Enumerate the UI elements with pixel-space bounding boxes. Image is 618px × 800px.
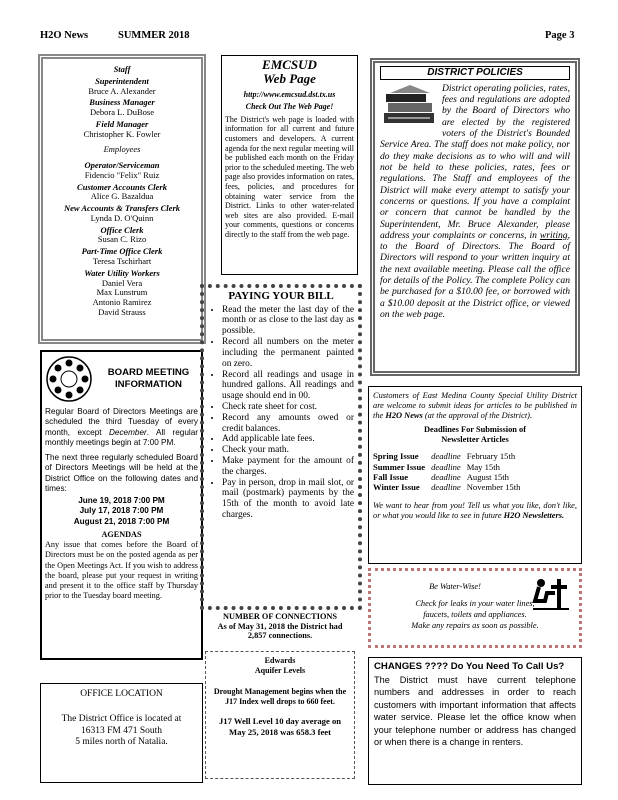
pay-step: • Read the meter the last day of the month or as close to the last day as possible. <box>222 305 354 337</box>
web-title: Web Page <box>263 71 316 87</box>
water-wise-panel <box>368 568 582 648</box>
web-page-panel <box>221 55 358 275</box>
connections-line: As of May 31, 2018 the District had <box>217 621 343 631</box>
staff-role: Field Manager <box>95 118 149 129</box>
changes-panel <box>368 657 582 785</box>
staff-name: Fidencio "Felix" Ruiz <box>84 169 160 180</box>
table-row: Spring Issue deadline February 15th <box>373 451 516 462</box>
table-row: Summer Issue deadline May 15th <box>373 461 500 472</box>
web-title: EMCSUD <box>262 57 317 72</box>
pay-step: • Check your math. <box>222 445 354 456</box>
staff-role: Water Utility Workers <box>84 267 160 278</box>
staff-role: Part-Time Office Clerk <box>81 246 163 257</box>
staff-name: David Strauss <box>98 306 146 317</box>
pay-step: • Check rate sheet for cost. <box>222 402 354 413</box>
water-line: Check for leaks in your water lines, <box>415 598 535 608</box>
meeting-table-icon <box>45 355 93 403</box>
office-line: The District Office is located at <box>61 714 182 725</box>
pay-step: • Add applicable late fees. <box>222 434 354 445</box>
deadlines-title: Deadlines For Submission of <box>424 425 526 435</box>
aquifer-panel <box>205 651 355 779</box>
staff-name: Bruce A. Alexander <box>88 85 156 96</box>
pay-title: PAYING YOUR BILL <box>228 290 334 302</box>
deadlines-table <box>373 451 526 492</box>
office-line: 5 miles north of Natalia. <box>75 737 168 748</box>
board-title: INFORMATION <box>115 379 182 390</box>
pay-step: • Record all readings and usage in hundred gallons. All readings and usage should end in 00. <box>222 370 354 402</box>
pay-step: • Make payment for the amount of the charges. <box>222 456 354 478</box>
well-level-text: J17 Well Level 10 day average on May 25, 2018 was 658.3 feet <box>218 716 342 737</box>
staff-title: Staff <box>113 64 131 74</box>
staff-name: Debora L. DuBose <box>90 107 154 118</box>
policies-title: DISTRICT POLICIES <box>380 66 570 80</box>
agendas-title: AGENDAS <box>101 529 142 539</box>
staff-role: Customer Accounts Clerk <box>77 181 167 192</box>
policies-text: , to the Board of Directors. The Board of Directors will respond to your written inquiry at the next available meeting. Please call the office for details of the Policy. The complete Policy can be purchased for a $10.00 fee, or borrowed with a $10.00 deposit at the District office, or viewed on the web page. <box>380 229 570 321</box>
water-title: Be Water-Wise! <box>429 582 481 591</box>
table-row: Winter Issue deadline November 15th <box>373 482 521 493</box>
deadlines-title: Newsletter Articles <box>441 435 509 445</box>
staff-role: Business Manager <box>89 97 155 108</box>
changes-body: The District must have current telephone numbers and addresses in order to reach customers with important information that affects water service. Please let the office know when your telephone number or address has changed or when there is a change in renters. <box>374 674 576 748</box>
district-policies-panel <box>370 58 580 376</box>
board-meeting-panel <box>40 350 203 660</box>
web-url-link[interactable]: http://www.emcsud.dst.tx.us <box>243 89 336 99</box>
policies-underlined: writing <box>539 229 568 241</box>
staff-name: Daniel Vera <box>101 277 143 288</box>
connections-title: NUMBER OF CONNECTIONS <box>222 612 337 621</box>
paying-bill-panel <box>200 284 362 610</box>
staff-name: Teresa Tschirhart <box>92 256 152 267</box>
aquifer-title: Aquifer Levels <box>254 665 306 675</box>
pay-step: • Record any amounts owed or credit balances. <box>222 413 354 435</box>
pay-step: • Record all numbers on the meter including the permanent painted on zero. <box>222 337 354 369</box>
deadlines-panel <box>368 386 582 564</box>
staff-name: Max Lunstrum <box>96 287 148 298</box>
staff-panel <box>38 54 206 344</box>
meeting-date: August 21, 2018 7:00 PM <box>73 516 170 526</box>
issue-season: SUMMER 2018 <box>118 30 190 41</box>
deadlines-outro: We want to hear from you! Tell us what you like, don't like, or what you would like to see in future H2O Newsletters. <box>373 500 577 520</box>
staff-role: Superintendent <box>95 75 149 86</box>
board-schedule-text: Regular Board of Directors Meetings are scheduled the third Tuesday of every month, except December. All regular monthly meetings begin at 7:00 PM. <box>45 407 198 447</box>
water-line: faucets, toilets and appliances. <box>423 609 527 619</box>
changes-title: CHANGES ???? Do You Need To Call Us? <box>374 661 565 672</box>
office-address: 16313 FM 471 South <box>80 725 163 736</box>
staff-role: Operator/Serviceman <box>84 160 160 171</box>
web-body: The District's web page is loaded with information for all current and future customers and developers. A current agenda for the next regular meeting will be published each month on the Friday prior to the scheduled meeting. The web page also provides information on rates, fees, policies, and procedures for obtaining water service from the District. Links to other water-related web sites are also provided. E-mail your comments, questions or concerns directly to the staff from the web page. <box>225 114 354 239</box>
office-location-panel <box>40 683 203 783</box>
staff-name: Antonio Ramirez <box>92 297 152 308</box>
page-number: Page 3 <box>545 30 575 41</box>
water-line: Make any repairs as soon as possible. <box>411 620 539 630</box>
connections-count: 2,857 connections. <box>247 631 313 641</box>
staff-role: New Accounts & Transfers Clerk <box>63 203 181 214</box>
staff-name: Christopher K. Fowler <box>83 128 161 139</box>
web-subtitle: Check Out The Web Page! <box>245 102 334 112</box>
deadlines-intro: Customers of East Medina County Special Utility District are welcome to submit ideas for articles to be published in the H2O News (at the approval of the District). <box>373 391 577 421</box>
staff-name: Susan C. Rizo <box>97 234 147 245</box>
office-title: OFFICE LOCATION <box>80 689 163 699</box>
table-row: Fall Issue deadline August 15th <box>373 472 509 483</box>
staff-role: Office Clerk <box>100 224 144 235</box>
newsletter-name: H2O News <box>40 30 89 41</box>
policies-text: District operating policies, rates, fees and regulations are adopted by the Board of Directors who are elected by the registered voters of the District's Bounded Service Area. The staff does not make policy, nor do they make decisions as to who will and will not be held to these policies, rates, fees or regulations. The Staff and employees of the District will make every attempt to satisfy your concerns or questions. If you have a complaint or concern that cannot be handled by the Superintendent, Mr. Bruce Alexander, please address your complaints or concerns, in <box>380 82 570 241</box>
meeting-date: June 19, 2018 7:00 PM <box>78 496 165 505</box>
agendas-text: Any issue that comes before the Board of Directors must be on the posted agenda as per the Open Meetings Act. If you wish to address the board, please put your request in writing and present it to the office staff by Thursday prior to the Tuesday board meeting. <box>45 540 198 601</box>
books-icon <box>380 83 438 129</box>
board-title: BOARD MEETING <box>107 367 190 379</box>
drought-text: Drought Management begins when the J17 Index well drops to 660 feet. <box>213 687 347 706</box>
pay-step: • Pay in person, drop in mail slot, or mail (postmark) payments by the 15th of the month to avoid late charges. <box>222 478 354 521</box>
meeting-date: July 17, 2018 7:00 PM <box>79 506 164 516</box>
connections-block <box>205 612 355 641</box>
board-next-meetings-text: The next three regularly scheduled Board of Directors Meetings will be held at the District Office on the following dates and times: <box>45 453 198 493</box>
employees-label: Employees <box>103 144 141 155</box>
aquifer-title: Edwards <box>264 656 296 665</box>
staff-name: Alice G. Bazaldua <box>90 191 154 202</box>
staff-name: Lynda D. O'Quinn <box>90 212 154 223</box>
plumber-icon <box>529 575 573 615</box>
